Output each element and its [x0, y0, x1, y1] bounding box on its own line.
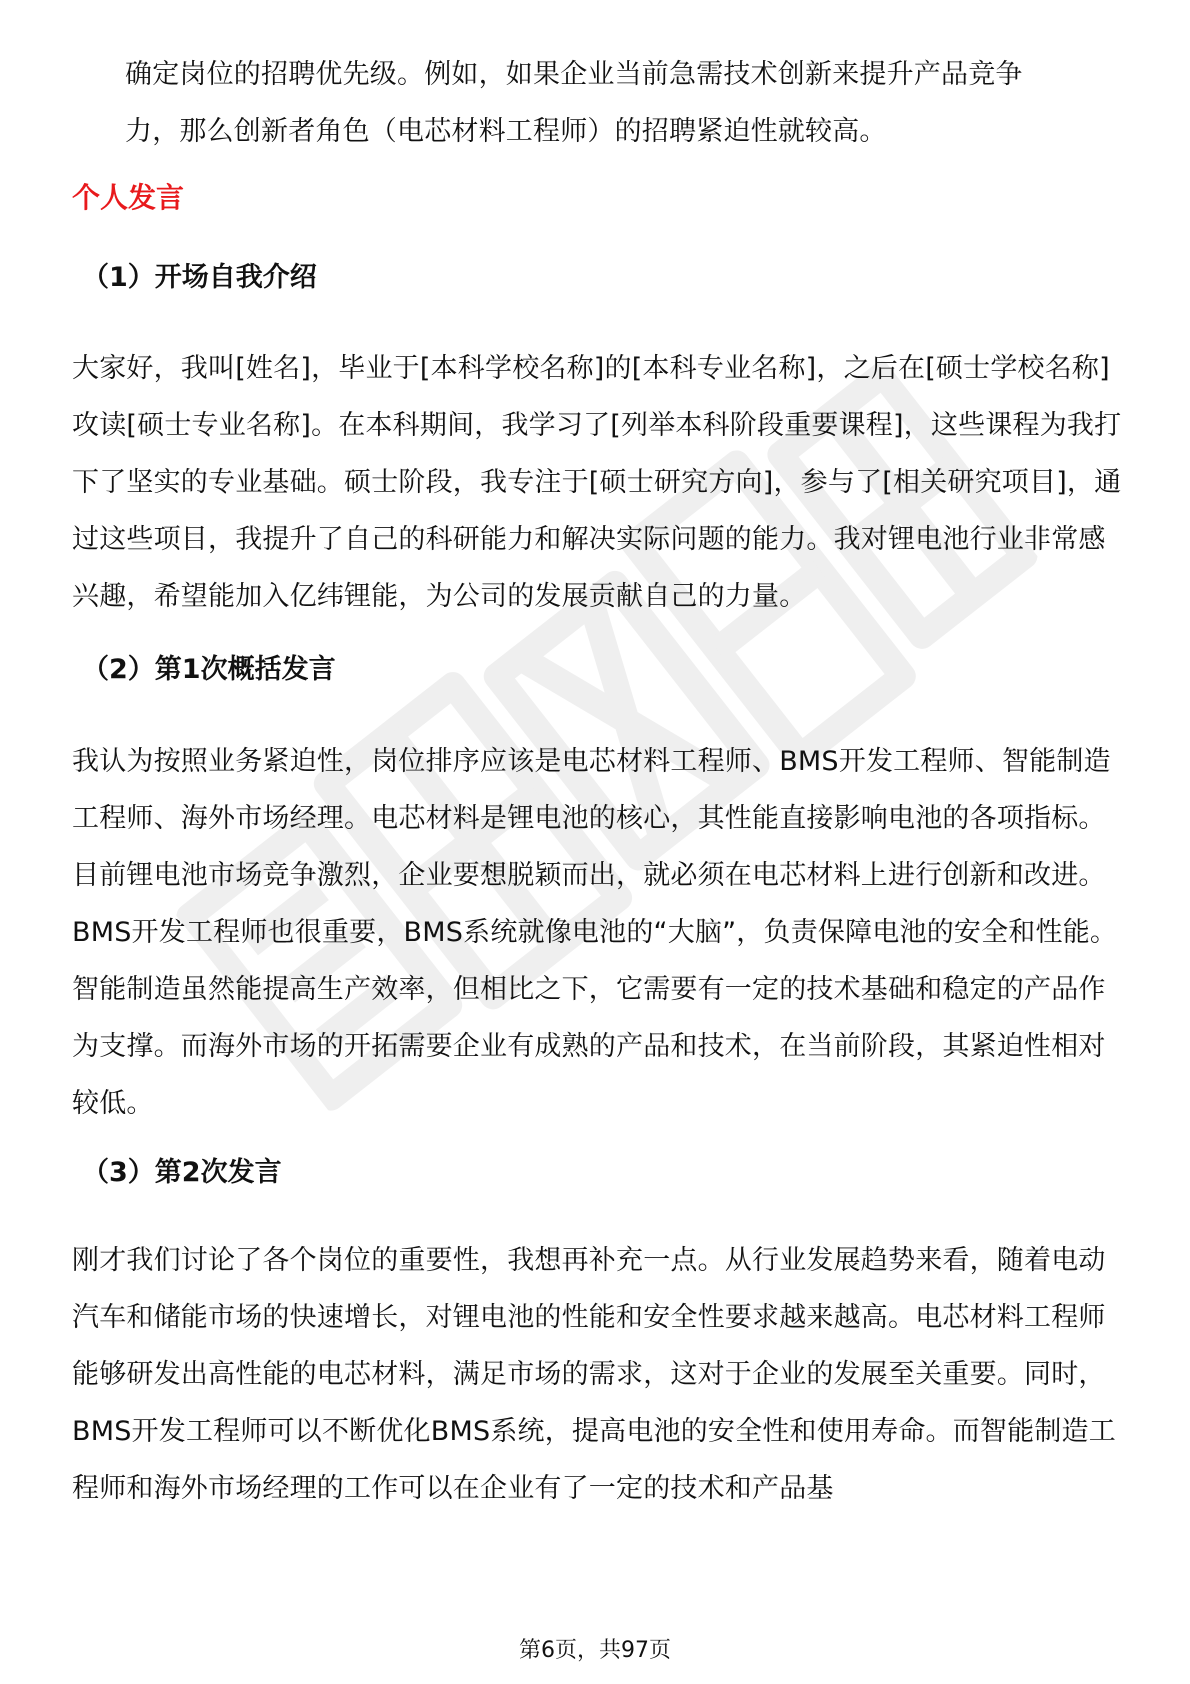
subsection-heading-1: （1）开场自我介绍 [82, 262, 317, 293]
subsection-body-1: 大家好，我叫[姓名]，毕业于[本科学校名称]的[本科专业名称]，之后在[硕士学校名称]攻读[硕士专业名称]。在本科期间，我学习了[列举本科阶段重要课程]，这些课程为我打下了坚实的专业基础。硕士阶段，我专注于[硕士研究方向]，参与了[相关研究项目]，通过这些项目，我提升了自己的科研能力和解决实际问题的能力。我对锂电池行业非常感兴趣，希望能加入亿纬锂能，为公司的发展贡献自己的力量。 [72, 353, 1122, 612]
subsection-heading-2: （2）第1次概括发言 [82, 654, 336, 685]
subsection-body-2: 我认为按照业务紧迫性，岗位排序应该是电芯材料工程师、BMS开发工程师、智能制造工程师、海外市场经理。电芯材料是锂电池的核心，其性能直接影响电池的各项指标。目前锂电池市场竞争激烈，企业要想脱颖而出，就必须在电芯材料上进行创新和改进。BMS开发工程师也很重要，BMS系统就像电池的“大脑”，负责保障电池的安全和性能。智能制造虽然能提高生产效率，但相比之下，它需要有一定的技术基础和稳定的产品作为支撑。而海外市场的开拓需要企业有成熟的产品和技术，在当前阶段，其紧迫性相对较低。 [72, 746, 1118, 1119]
intro-line-2: 力，那么创新者角色（电芯材料工程师）的招聘紧迫性就较高。 [125, 116, 887, 147]
section-title: 个人发言 [72, 181, 185, 214]
subsection-body-3: 刚才我们讨论了各个岗位的重要性，我想再补充一点。从行业发展趋势来看，随着电动汽车和储能市场的快速增长，对锂电池的性能和安全性要求越来越高。电芯材料工程师能够研发出高性能的电芯材料，满足市场的需求，这对于企业的发展至关重要。同时，BMS开发工程师可以不断优化BMS系统，提高电池的安全性和使用寿命。而智能制造工程师和海外市场经理的工作可以在企业有了一定的技术和产品基 [72, 1245, 1116, 1504]
subsection-heading-3: （3）第2次发言 [82, 1157, 282, 1188]
intro-line-1: 确定岗位的招聘优先级。例如，如果企业当前急需技术创新来提升产品竞争 [125, 59, 1023, 90]
page-number-footer: 第6页，共97页 [519, 1638, 671, 1663]
